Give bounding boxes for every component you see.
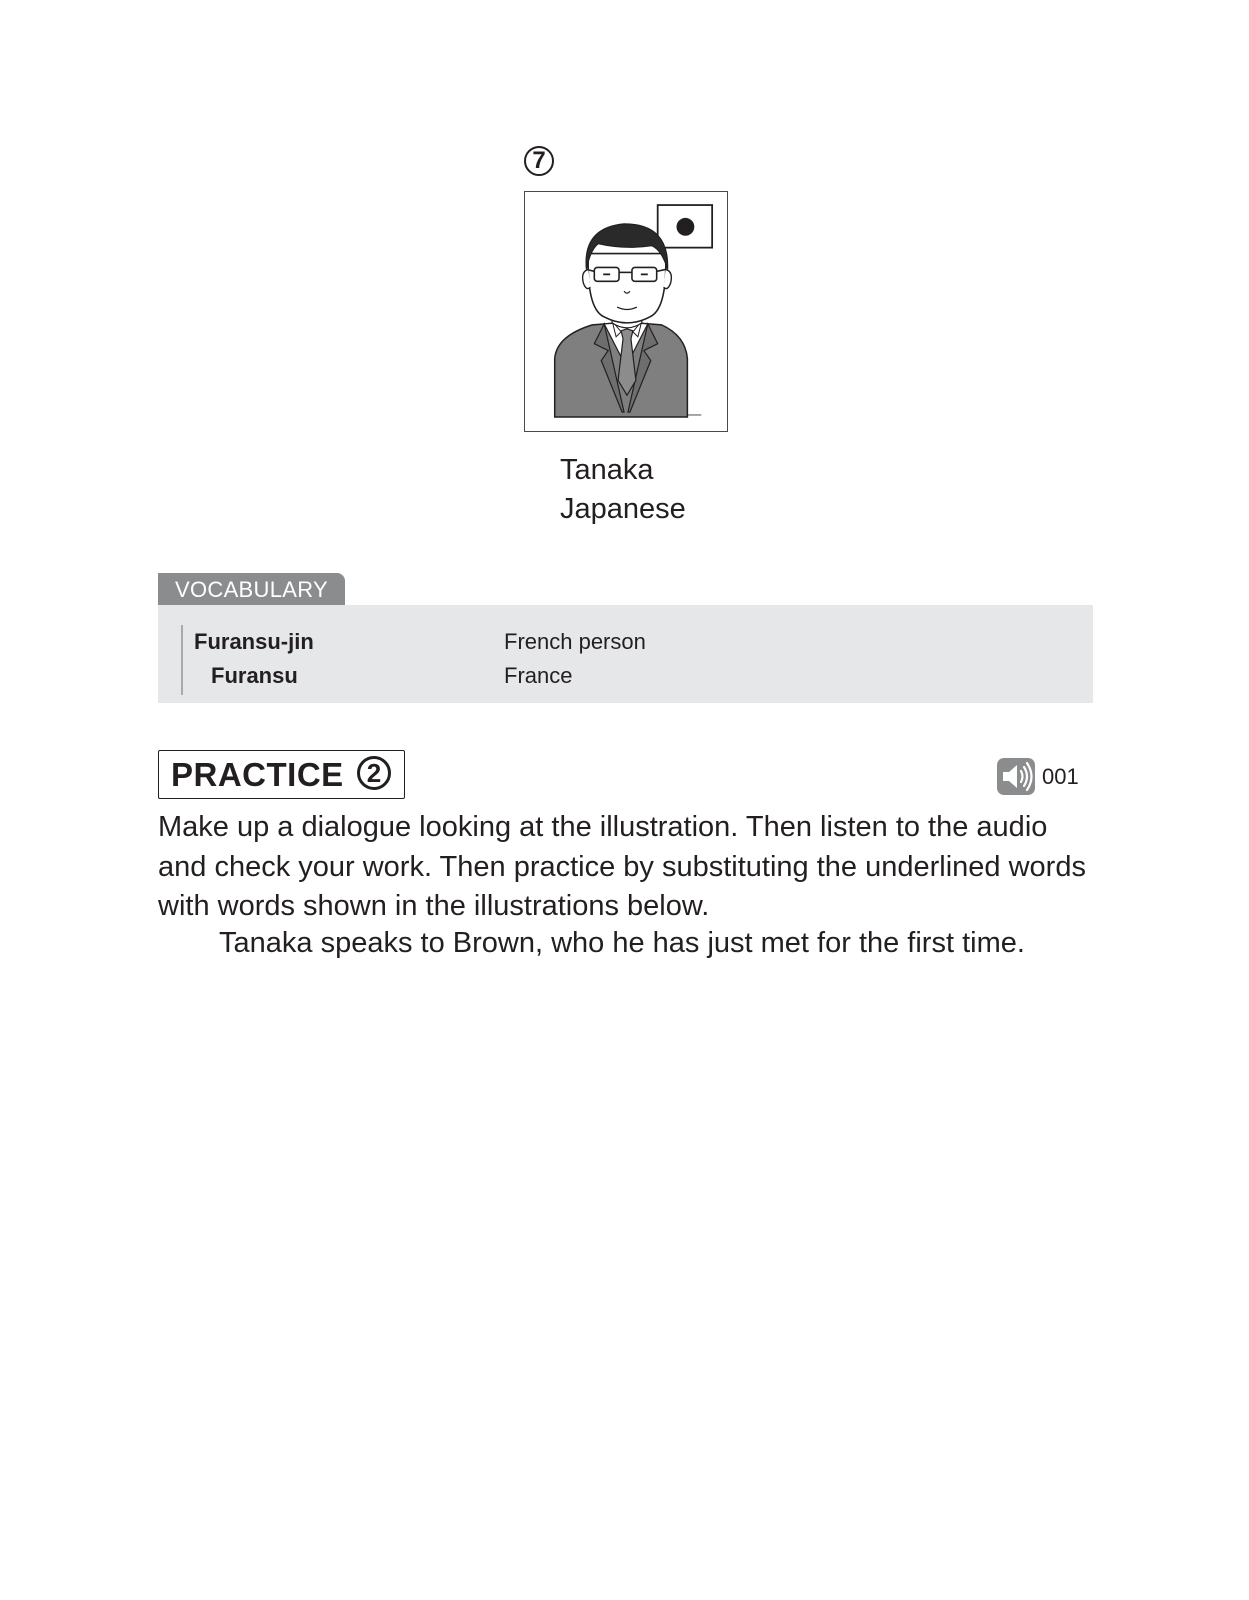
vocab-definition: France xyxy=(504,663,573,688)
vocab-definition: French person xyxy=(504,629,646,654)
audio-button[interactable] xyxy=(997,758,1035,795)
person-illustration xyxy=(524,191,728,432)
caption-name: Tanaka xyxy=(560,454,654,486)
businessman-icon xyxy=(525,192,727,431)
vocab-term: Furansu-jin xyxy=(194,629,314,654)
vocab-term: Furansu xyxy=(211,663,298,688)
caption-nationality: Japanese xyxy=(560,493,686,525)
practice-number: 2 xyxy=(357,756,391,790)
speaker-icon xyxy=(997,758,1035,795)
practice-heading xyxy=(158,750,405,799)
vocabulary-box xyxy=(158,605,1093,703)
vocabulary-heading: VOCABULARY xyxy=(158,573,345,605)
japan-flag-icon xyxy=(658,205,712,248)
practice-label: PRACTICE xyxy=(171,756,344,793)
practice-scenario: Tanaka speaks to Brown, who he has just met for the first time. xyxy=(219,927,1025,959)
practice-instructions: Make up a dialogue looking at the illustration. Then listen to the audio and check your work. Then practice by substituting the underlined words with words shown in the illustrations below. xyxy=(158,811,1086,922)
vocabulary-rule xyxy=(181,625,183,695)
item-number: 7 xyxy=(524,146,554,176)
audio-track-number: 001 xyxy=(1042,764,1079,789)
